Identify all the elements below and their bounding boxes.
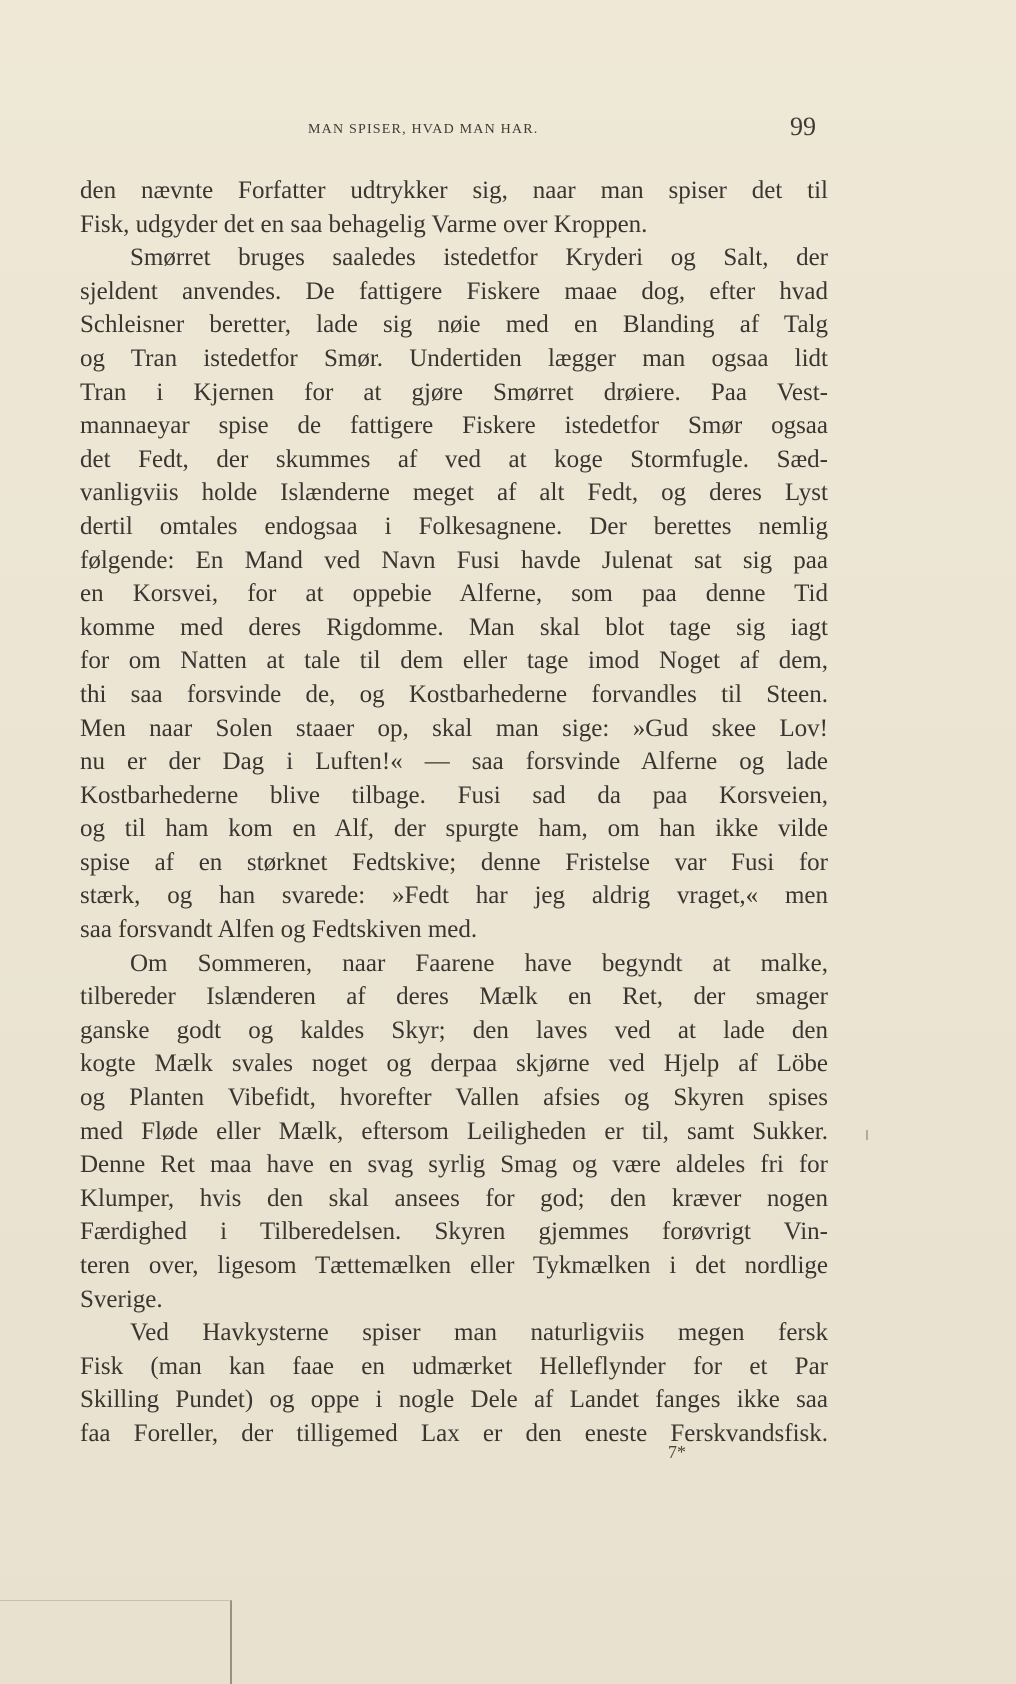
page-number: 99 [790,112,816,141]
text-line: spise af en størknet Fedtskive; denne Fristelse var Fusi for [80,848,828,876]
text-line: faa Foreller, der tilligemed Lax er den eneste Ferskvandsfisk. [80,1419,828,1447]
text-line: den nævnte Forfatter udtrykker sig, naar man spiser det til [80,177,828,204]
text-line: kogte Mælk svales noget og derpaa skjørne ved Hjelp af Löbe [80,1050,828,1078]
body-text [80,174,828,1451]
text-line: Fisk (man kan faae en udmærket Helleflynder for et Par [80,1352,828,1380]
text-line: Men naar Solen staaer op, skal man sige: »Gud skee Lov! [80,714,828,742]
signature-mark: 7* [668,1442,686,1462]
text-line: og Planten Vibefidt, hvorefter Vallen afsies og Skyren spises [80,1084,828,1112]
running-header: MAN SPISER, HVAD MAN HAR. [308,122,539,137]
text-line: med Fløde eller Mælk, eftersom Leiligheden er til, samt Sukker. [80,1117,828,1145]
text-line: Kostbarhederne blive tilbage. Fusi sad da paa Korsveien, [80,781,828,809]
text-line: nu er der Dag i Luften!« — saa forsvinde Alferne og lade [80,748,828,776]
text-line: en Korsvei, for at oppebie Alferne, som paa denne Tid [80,580,828,608]
text-line: vanligviis holde Islænderne meget af alt Fedt, og deres Lyst [80,479,828,507]
text-line: Skilling Pundet) og oppe i nogle Dele af Landet fanges ikke saa [80,1386,828,1414]
scan-edge-artifact [0,1600,232,1684]
text-line: Sverige. [80,1285,163,1313]
text-line: og til ham kom en Alf, der spurgte ham, om han ikke vilde [80,815,828,843]
text-line: dertil omtales endogsaa i Folkesagnene. Der berettes nemlig [80,512,828,540]
text-line: og Tran istedetfor Smør. Undertiden lægger man ogsaa lidt [80,344,828,372]
paragraph-start-line: Ved Havkysterne spiser man naturligviis megen fersk [130,1319,828,1347]
text-line: følgende: En Mand ved Navn Fusi havde Julenat sat sig paa [80,546,828,574]
text-line: tilbereder Islænderen af deres Mælk en Ret, der smager [80,983,828,1011]
paragraph-start-line: Smørret bruges saaledes istedetfor Kryderi og Salt, der [130,244,828,272]
text-line: thi saa forsvinde de, og Kostbarhederne forvandles til Steen. [80,680,828,708]
text-line: det Fedt, der skummes af ved at koge Stormfugle. Sæd- [80,445,828,473]
text-line: stærk, og han svarede: »Fedt har jeg aldrig vraget,« men [80,882,828,910]
scan-artifact [866,1130,868,1140]
text-line: ganske godt og kaldes Skyr; den laves ved at lade den [80,1016,828,1044]
text-line: mannaeyar spise de fattigere Fiskere istedetfor Smør ogsaa [80,412,828,440]
text-line: Klumper, hvis den skal ansees for god; den kræver nogen [80,1184,828,1212]
text-line: Tran i Kjernen for at gjøre Smørret drøiere. Paa Vest- [80,378,828,406]
paragraph-start-line: Om Sommeren, naar Faarene have begyndt at malke, [130,949,828,977]
text-line: komme med deres Rigdomme. Man skal blot tage sig iagt [80,613,828,641]
text-line: Færdighed i Tilberedelsen. Skyren gjemmes forøvrigt Vin- [80,1218,828,1246]
text-line: saa forsvandt Alfen og Fedtskiven med. [80,916,478,944]
text-line: Denne Ret maa have en svag syrlig Smag og være aldeles fri for [80,1151,828,1179]
text-line: teren over, ligesom Tættemælken eller Tykmælken i det nordlige [80,1252,828,1279]
text-line: Schleisner beretter, lade sig nøie med en Blanding af Talg [80,311,828,339]
text-line: Fisk, udgyder det en saa behagelig Varme over Kroppen. [80,210,648,238]
text-line: sjeldent anvendes. De fattigere Fiskere maae dog, efter hvad [80,277,828,305]
text-line: for om Natten at tale til dem eller tage imod Noget af dem, [80,647,828,675]
